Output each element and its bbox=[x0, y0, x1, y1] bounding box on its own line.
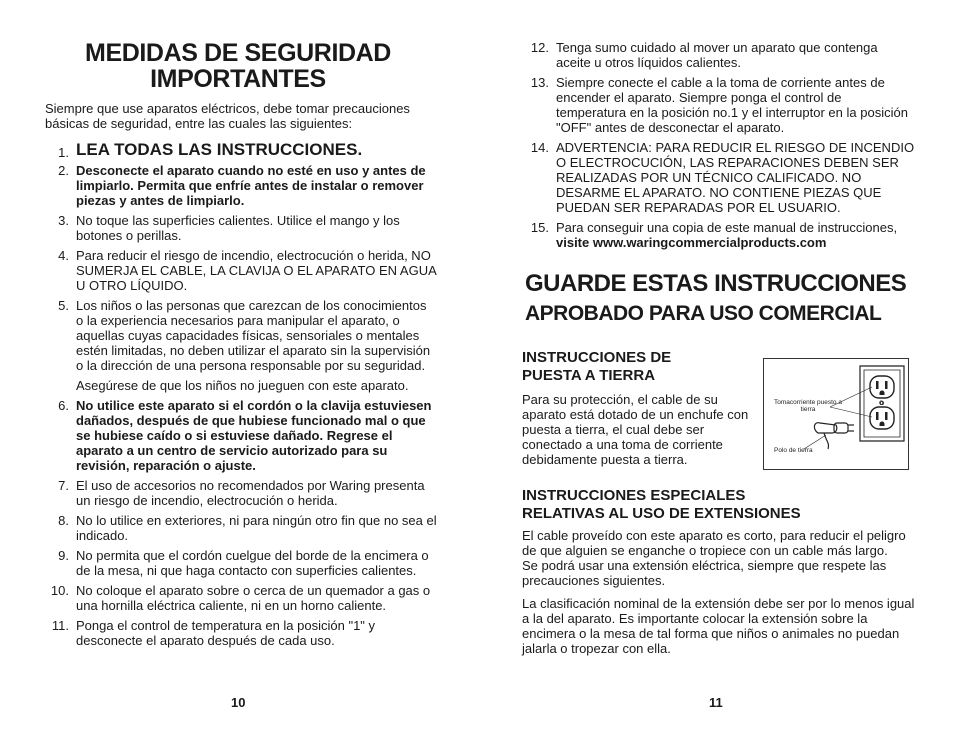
item-text: Ponga el control de temperatura en la posición "1" y desconecte el aparato después de cada uso. bbox=[76, 618, 376, 648]
list-item bbox=[45, 213, 437, 243]
item-text-secondary: Asegúrese de que los niños no jueguen con este aparato. bbox=[76, 378, 409, 393]
item-number: 8. bbox=[58, 513, 69, 528]
item-text: Tenga sumo cuidado al mover un aparato que contenga aceite u otros líquidos calientes. bbox=[556, 40, 878, 70]
list-item bbox=[525, 75, 915, 135]
item-number: 3. bbox=[58, 213, 69, 228]
outlet-label: Tomacorriente puesto a tierra bbox=[774, 399, 842, 413]
item-text: No utilice este aparato si el cordón o la clavija estuviesen dañados, después de que hubiese funcionado mal o que se hubiese caído o si estuviese dañado. Regrese el aparato a un centro de servicio autorizado para su revisión, reparación o ajuste. bbox=[76, 398, 432, 473]
right-page bbox=[477, 0, 954, 738]
list-item bbox=[45, 298, 437, 393]
item-text: LEA TODAS LAS INSTRUCCIONES. bbox=[76, 140, 363, 159]
item-text: No coloque el aparato sobre o cerca de un quemador a gas o una hornilla eléctrica caliente, ni en un horno caliente. bbox=[76, 583, 431, 613]
list-item bbox=[45, 618, 437, 648]
item-number: 1. bbox=[58, 145, 69, 160]
grounding-heading-line-2: PUESTA A TIERRA bbox=[522, 367, 656, 384]
list-item bbox=[45, 513, 437, 543]
item-number: 14. bbox=[530, 140, 549, 155]
list-item bbox=[45, 140, 437, 160]
outlet-illustration bbox=[764, 359, 910, 471]
item-text: Siempre conecte el cable a la toma de corriente antes de encender el aparato. Siempre ponga el control de temperatura en la posición no.1 y el interruptor en la posición "OFF" antes de desconectar el aparato. bbox=[556, 75, 908, 135]
extension-heading bbox=[522, 487, 882, 523]
item-number: 12. bbox=[530, 40, 549, 55]
list-item bbox=[45, 163, 437, 208]
item-text: Los niños o las personas que carezcan de los conocimientos o la experiencia necesarios para manipular el aparato, o aquellas cuyas capacidades físicas, sensoriales o mentales estén limitadas, no deben utilizar el aparato sin la supervisión o la dirección de una persona responsable por su seguridad. bbox=[76, 298, 431, 373]
item-text: ADVERTENCIA: PARA REDUCIR EL RIESGO DE INCENDIO O ELECTROCUCIÓN, LAS REPARACIONES DEBEN SER REALIZADAS POR UN TÉCNICO CALIFICADO. NO DESARME EL APARATO. NO CONTIENE PIEZAS QUE PUEDAN SER REPARADAS POR EL USUARIO. bbox=[556, 140, 915, 215]
item-text: No permita que el cordón cuelgue del borde de la encimera o de la mesa, ni que haga contacto con superficies calientes. bbox=[76, 548, 429, 578]
item-text: Para reducir el riesgo de incendio, electrocución o herida, NO SUMERJA EL CABLE, LA CLAVIJA O EL APARATO EN AGUA U OTRO LÍQUIDO. bbox=[76, 248, 437, 293]
item-text: No lo utilice en exteriores, ni para ningún otro fin que no sea el indicado. bbox=[76, 513, 437, 543]
save-title-line-2: APROBADO PARA USO COMERCIAL bbox=[525, 302, 882, 325]
item-number: 9. bbox=[58, 548, 69, 563]
item-number: 5. bbox=[58, 298, 69, 313]
extension-heading-line-2: RELATIVAS AL USO DE EXTENSIONES bbox=[522, 505, 801, 522]
page-title bbox=[40, 40, 436, 92]
or-label: o bbox=[879, 398, 884, 407]
item-number: 6. bbox=[58, 398, 69, 413]
save-instructions-title bbox=[525, 269, 925, 329]
grounding-text: Para su protección, el cable de su aparato está dotado de un enchufe con puesta a tierra, el cual debe ser conectado a una toma de corriente debidamente puesta a tierra. bbox=[522, 392, 749, 467]
list-item bbox=[45, 398, 437, 473]
title-line-1: MEDIDAS DE SEGURIDAD bbox=[85, 39, 391, 67]
safety-list bbox=[45, 140, 437, 653]
item-number: 10. bbox=[50, 583, 69, 598]
item-number: 4. bbox=[58, 248, 69, 263]
ground-pin-label: Polo de tierra bbox=[774, 447, 813, 454]
grounding-heading bbox=[522, 349, 762, 385]
list-item bbox=[45, 248, 437, 293]
list-item bbox=[525, 40, 915, 70]
list-item bbox=[45, 583, 437, 613]
list-item bbox=[525, 220, 915, 250]
grounded-outlet-diagram bbox=[763, 358, 909, 470]
item-text: El uso de accesorios no recomendados por Waring presenta un riesgo de incendio, electrocución o herida. bbox=[76, 478, 425, 508]
grounding-heading-line-1: INSTRUCCIONES DE bbox=[522, 349, 672, 366]
extension-text-2: La clasificación nominal de la extensión debe ser por lo menos igual a la del aparato. Es importante colocar la extensión sobre la encimera o la mesa de tal forma que niños o animales no puedan jalarla o tropezar con ella. bbox=[522, 596, 915, 656]
item-text: No toque las superficies calientes. Utilice el mango y los botones o perillas. bbox=[76, 213, 400, 243]
list-item bbox=[45, 478, 437, 508]
item-text-plain: Para conseguir una copia de este manual de instrucciones, bbox=[556, 220, 898, 235]
save-title-line-1: GUARDE ESTAS INSTRUCCIONES bbox=[525, 270, 907, 297]
list-item bbox=[525, 140, 915, 215]
list-item bbox=[45, 548, 437, 578]
extension-heading-line-1: INSTRUCCIONES ESPECIALES bbox=[522, 487, 746, 504]
extension-text-1: El cable proveído con este aparato es corto, para reducir el peligro de que alguien se enganche o tropiece con un cable más largo. Se podrá usar una extensión eléctrica, siempre que respete las precauciones siguientes. bbox=[522, 528, 906, 588]
item-number: 2. bbox=[58, 163, 69, 178]
safety-list-continued bbox=[525, 40, 915, 255]
website-link[interactable]: visite www.waringcommercialproducts.com bbox=[556, 235, 827, 250]
intro-text: Siempre que use aparatos eléctricos, debe tomar precauciones básicas de seguridad, entre las cuales las siguientes: bbox=[45, 101, 410, 131]
item-number: 11. bbox=[51, 618, 69, 633]
item-text bbox=[556, 220, 915, 250]
item-number: 15. bbox=[530, 220, 549, 235]
item-number: 7. bbox=[58, 478, 69, 493]
item-number: 13. bbox=[530, 75, 549, 90]
page-number: 11 bbox=[709, 695, 723, 710]
item-text: Desconecte el aparato cuando no esté en uso y antes de limpiarlo. Permita que enfríe antes de instalar o remover piezas y antes de limpiarlo. bbox=[76, 163, 426, 208]
title-line-2: IMPORTANTES bbox=[150, 65, 326, 93]
page-number: 10 bbox=[231, 695, 246, 710]
